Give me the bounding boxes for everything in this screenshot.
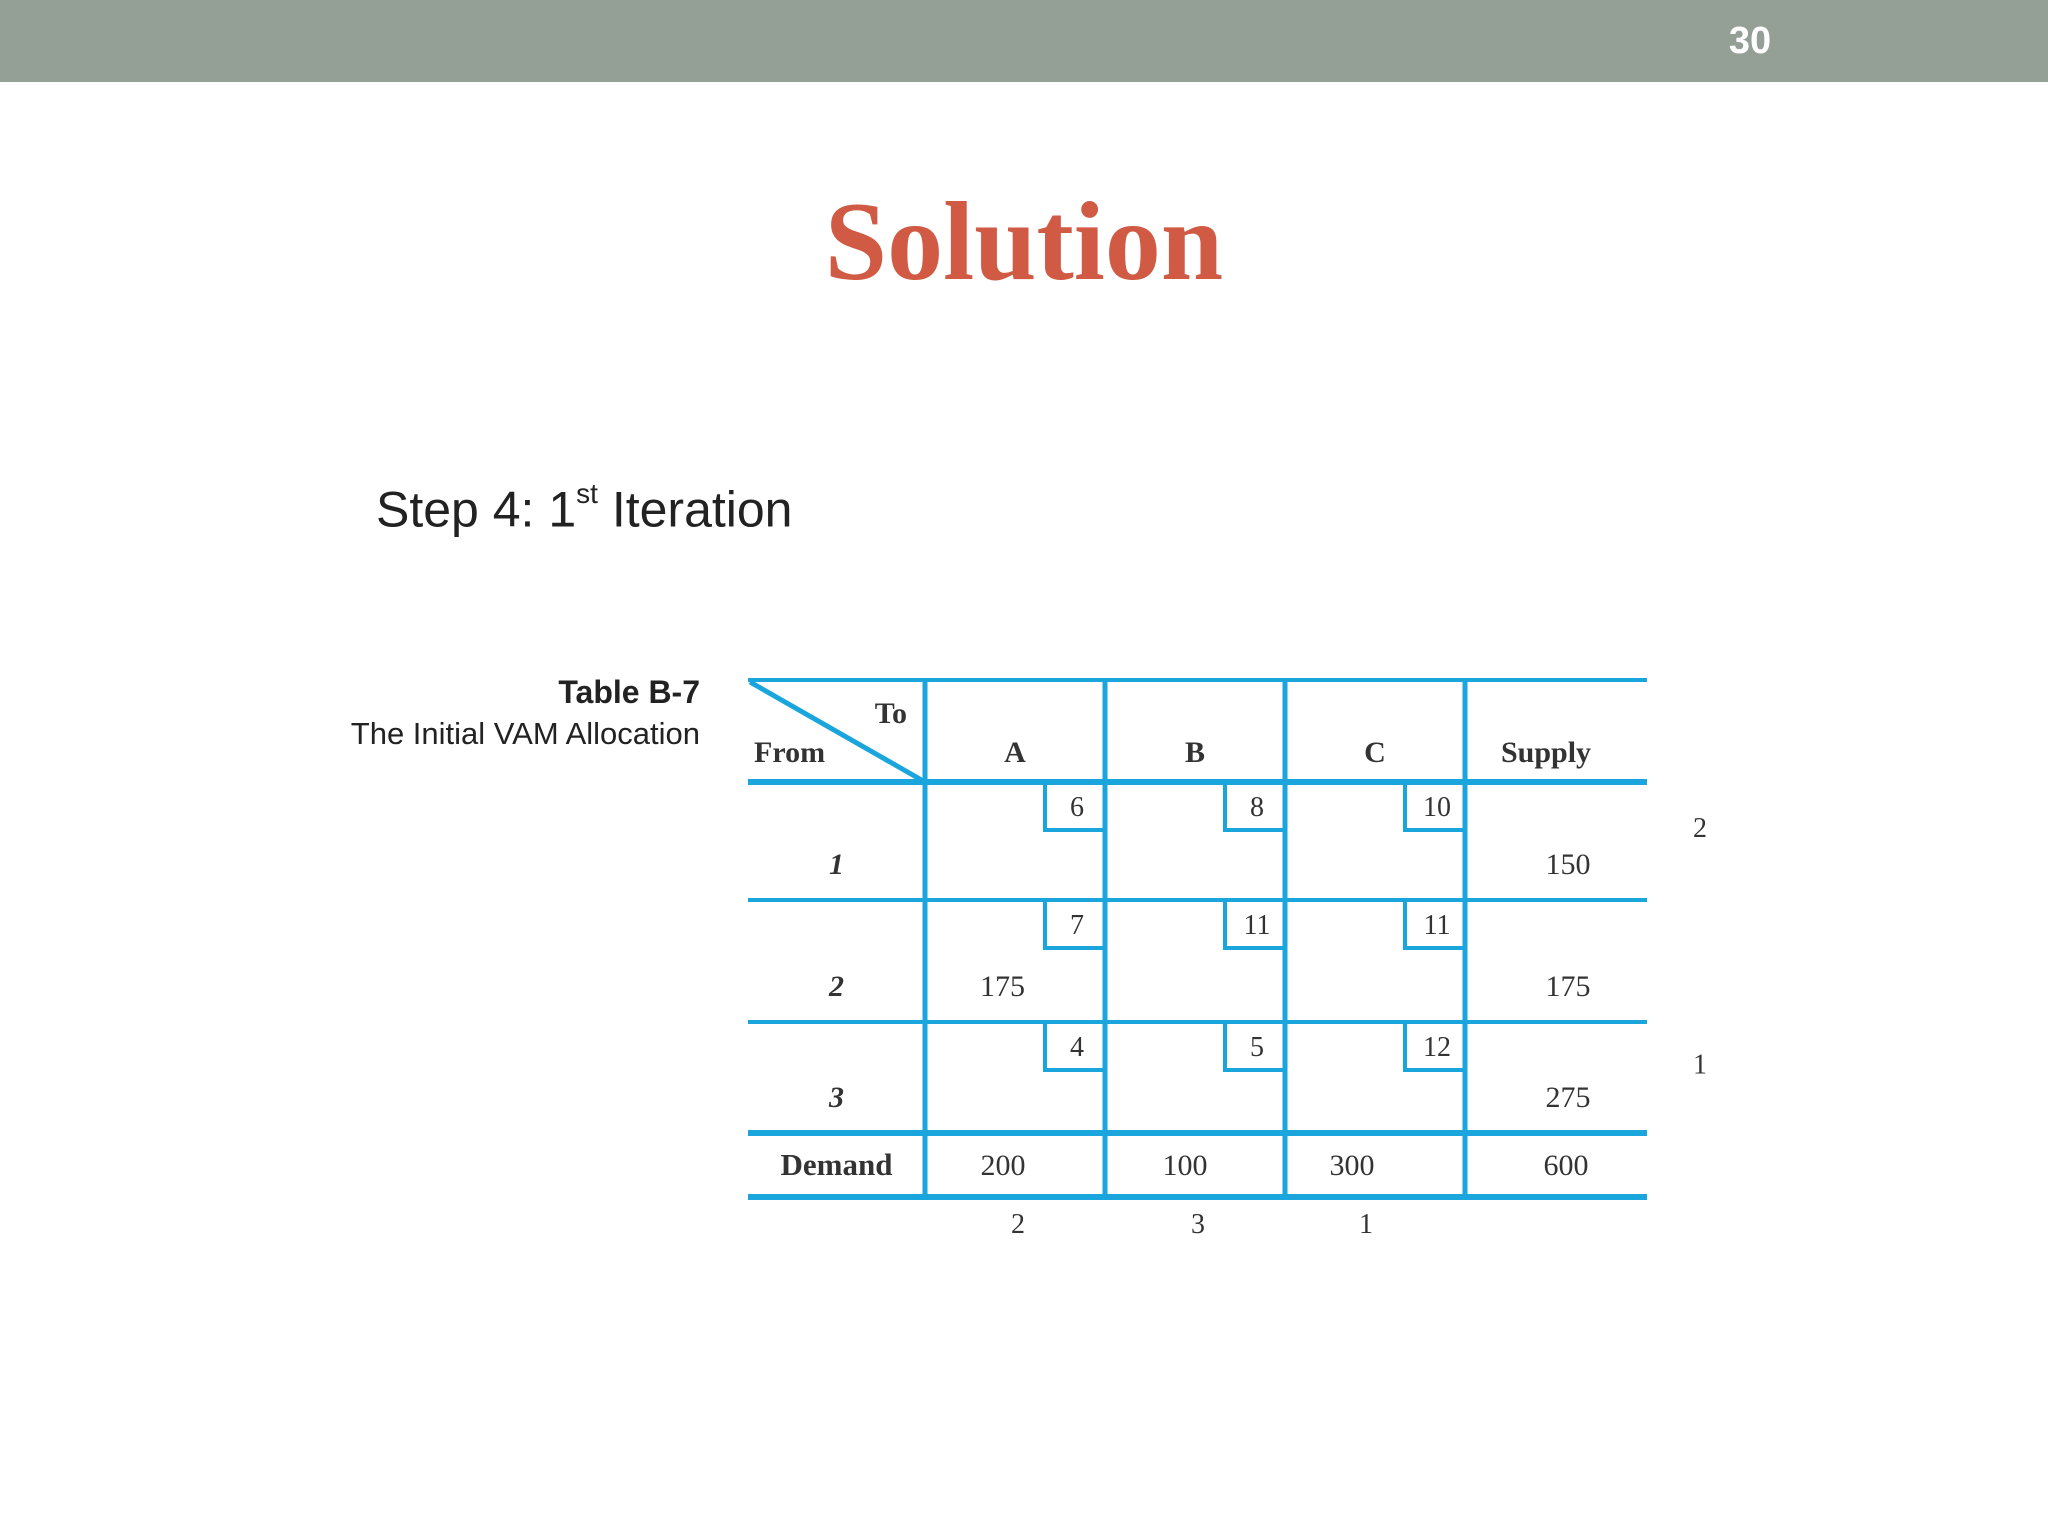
slide-title: Solution	[824, 180, 1224, 304]
step-superscript: st	[576, 478, 598, 509]
column-header-b: B	[1184, 736, 1206, 769]
cost-value: 10	[1423, 792, 1451, 823]
row-penalty: 2	[1693, 813, 1707, 844]
cost-value: 12	[1423, 1032, 1451, 1063]
demand-value: 200	[980, 1149, 1026, 1182]
step-prefix: Step 4: 1	[376, 481, 577, 538]
column-header-c: C	[1364, 736, 1386, 769]
row-penalty: 1	[1693, 1049, 1707, 1081]
step-suffix: Iteration	[597, 481, 793, 538]
cost-value: 11	[1423, 910, 1451, 941]
demand-value: 100	[1162, 1149, 1208, 1182]
cost-value: 7	[1070, 910, 1084, 941]
supply-value: 275	[1545, 1081, 1591, 1114]
cost-value: 6	[1070, 792, 1084, 823]
cost-value: 4	[1070, 1032, 1084, 1063]
header-from-label: From	[754, 736, 826, 769]
cost-value: 5	[1250, 1032, 1264, 1063]
cost-value: 8	[1250, 792, 1264, 823]
row-label: 3	[829, 1081, 844, 1114]
cost-value: 11	[1243, 910, 1271, 941]
supply-value: 175	[1545, 970, 1591, 1003]
column-penalty: 1	[1359, 1209, 1373, 1240]
column-penalty: 2	[1011, 1209, 1025, 1240]
header-to-label: To	[874, 697, 907, 730]
total-value: 600	[1543, 1149, 1589, 1182]
demand-value: 300	[1329, 1149, 1375, 1182]
allocation-value: 175	[980, 970, 1025, 1003]
supply-header: Supply	[1500, 736, 1592, 769]
row-label: 2	[829, 970, 844, 1003]
slide-number: 30	[1728, 20, 1772, 62]
column-penalty: 3	[1191, 1209, 1205, 1240]
demand-label: Demand	[780, 1147, 893, 1182]
table-number: Table B-7	[558, 674, 700, 710]
row-label: 1	[829, 848, 844, 881]
table-caption: The Initial VAM Allocation	[350, 716, 700, 751]
column-header-a: A	[1004, 736, 1026, 769]
supply-value: 150	[1545, 848, 1591, 881]
